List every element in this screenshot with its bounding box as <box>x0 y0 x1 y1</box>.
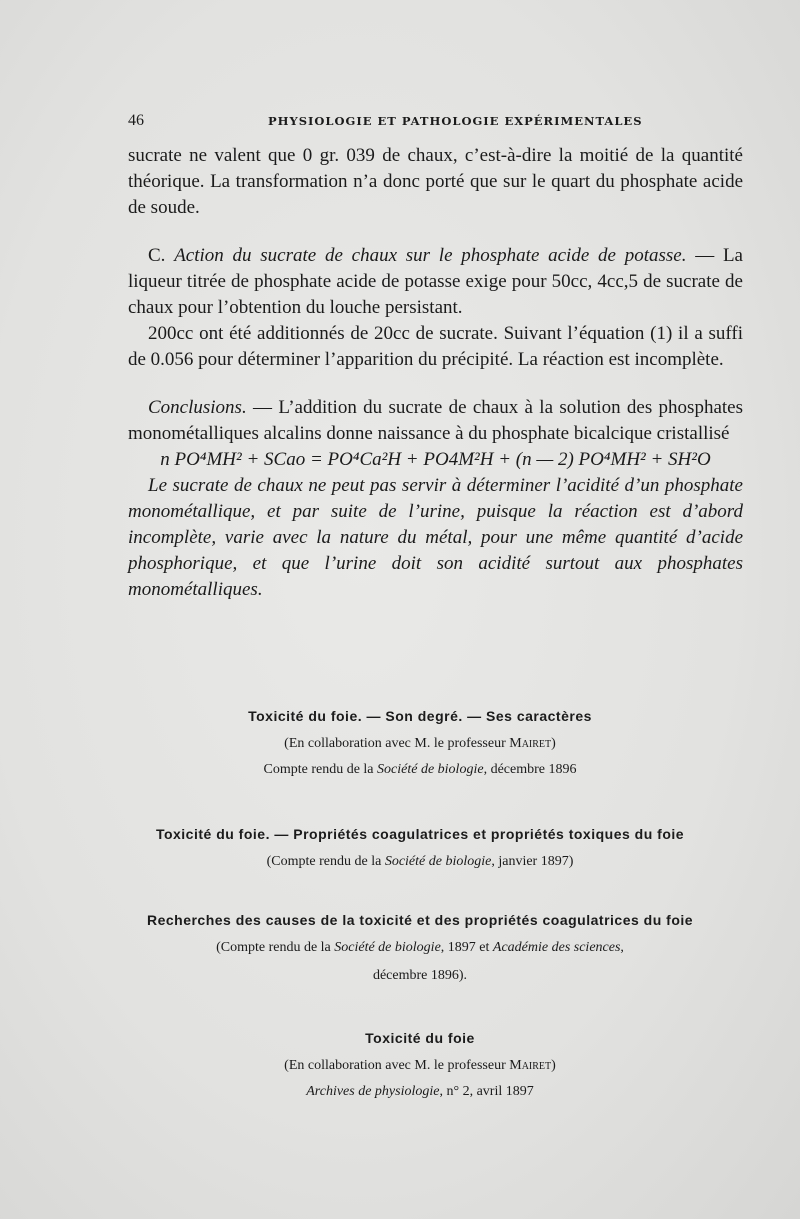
conclusions-text: — L’addition du sucrate de chaux à la solution des phosphates monométalliques alcalins donne naissance à du phosphate bicalcique cristallisé <box>128 397 743 444</box>
publication-2 <box>100 826 740 870</box>
publication-1-source: Compte rendu de la Société de biologie, décembre 1896 <box>263 762 577 777</box>
page-number: 46 <box>128 112 144 129</box>
paragraph-conclusion-italic: Le sucrate de chaux ne peut pas servir à déterminer l’acidité d’un phosphate monométallique, et par suite de l’urine, puisque la réaction est d’abord incomplète, varie avec la nature du métal, pour une même quantité d’acide phosphorique, et que l’urine doit son acidité surtout aux phosphates monométalliques. <box>128 475 743 600</box>
publication-3-source: (Compte rendu de la Société de biologie, 1897 et Académie des sciences, <box>216 940 624 955</box>
publication-1 <box>100 708 740 778</box>
chemical-equation: n PO⁴MH² + SCao = PO⁴Ca²H + PO4M²H + (n — 2) PO⁴MH² + SH²O <box>160 449 711 470</box>
publication-4-collaboration: (En collaboration avec M. le professeur Mairet) <box>284 1058 556 1073</box>
section-c-text: — La liqueur titrée de phosphate acide de potasse exige pour 50cc, 4cc,5 de sucrate de chaux pour l’obtention du louche persistant. <box>128 245 743 318</box>
paragraph-1: sucrate ne valent que 0 gr. 039 de chaux, c’est-à-dire la moitié de la quantité théorique. La transformation n’a donc porté que sur le quart du phosphate acide de soude. <box>128 145 743 218</box>
publication-1-collaboration: (En collaboration avec M. le professeur Mairet) <box>284 736 556 751</box>
publication-3-title: Recherches des causes de la toxicité et des propriétés coagulatrices du foie <box>146 912 694 928</box>
section-c-label: C. <box>148 245 166 266</box>
publication-2-source: (Compte rendu de la Société de biologie, janvier 1897) <box>266 854 574 869</box>
publication-1-title: Toxicité du foie. — Son degré. — Ses caractères <box>248 708 592 724</box>
running-title: PHYSIOLOGIE ET PATHOLOGIE EXPÉRIMENTALES <box>268 114 643 128</box>
publication-3-date: décembre 1896). <box>372 968 468 983</box>
section-c-heading: Action du sucrate de chaux sur le phosphate acide de potasse. <box>174 245 687 266</box>
paragraph-conclusions <box>128 395 743 447</box>
publication-2-title: Toxicité du foie. — Propriétés coagulatrices et propriétés toxiques du foie <box>155 826 685 842</box>
main-text <box>128 143 743 603</box>
paragraph-3: 200cc ont été additionnés de 20cc de sucrate. Suivant l’équation (1) il a suffi de 0.056 pour déterminer l’apparition du précipité. La réaction est incomplète. <box>128 323 743 370</box>
paragraph-section-c <box>128 243 743 321</box>
publication-4-source: Archives de physiologie, n° 2, avril 1897 <box>306 1084 534 1099</box>
publication-4 <box>100 1030 740 1100</box>
publication-3 <box>100 912 740 984</box>
conclusions-heading: Conclusions. <box>148 397 247 418</box>
publication-4-title: Toxicité du foie <box>365 1030 475 1046</box>
